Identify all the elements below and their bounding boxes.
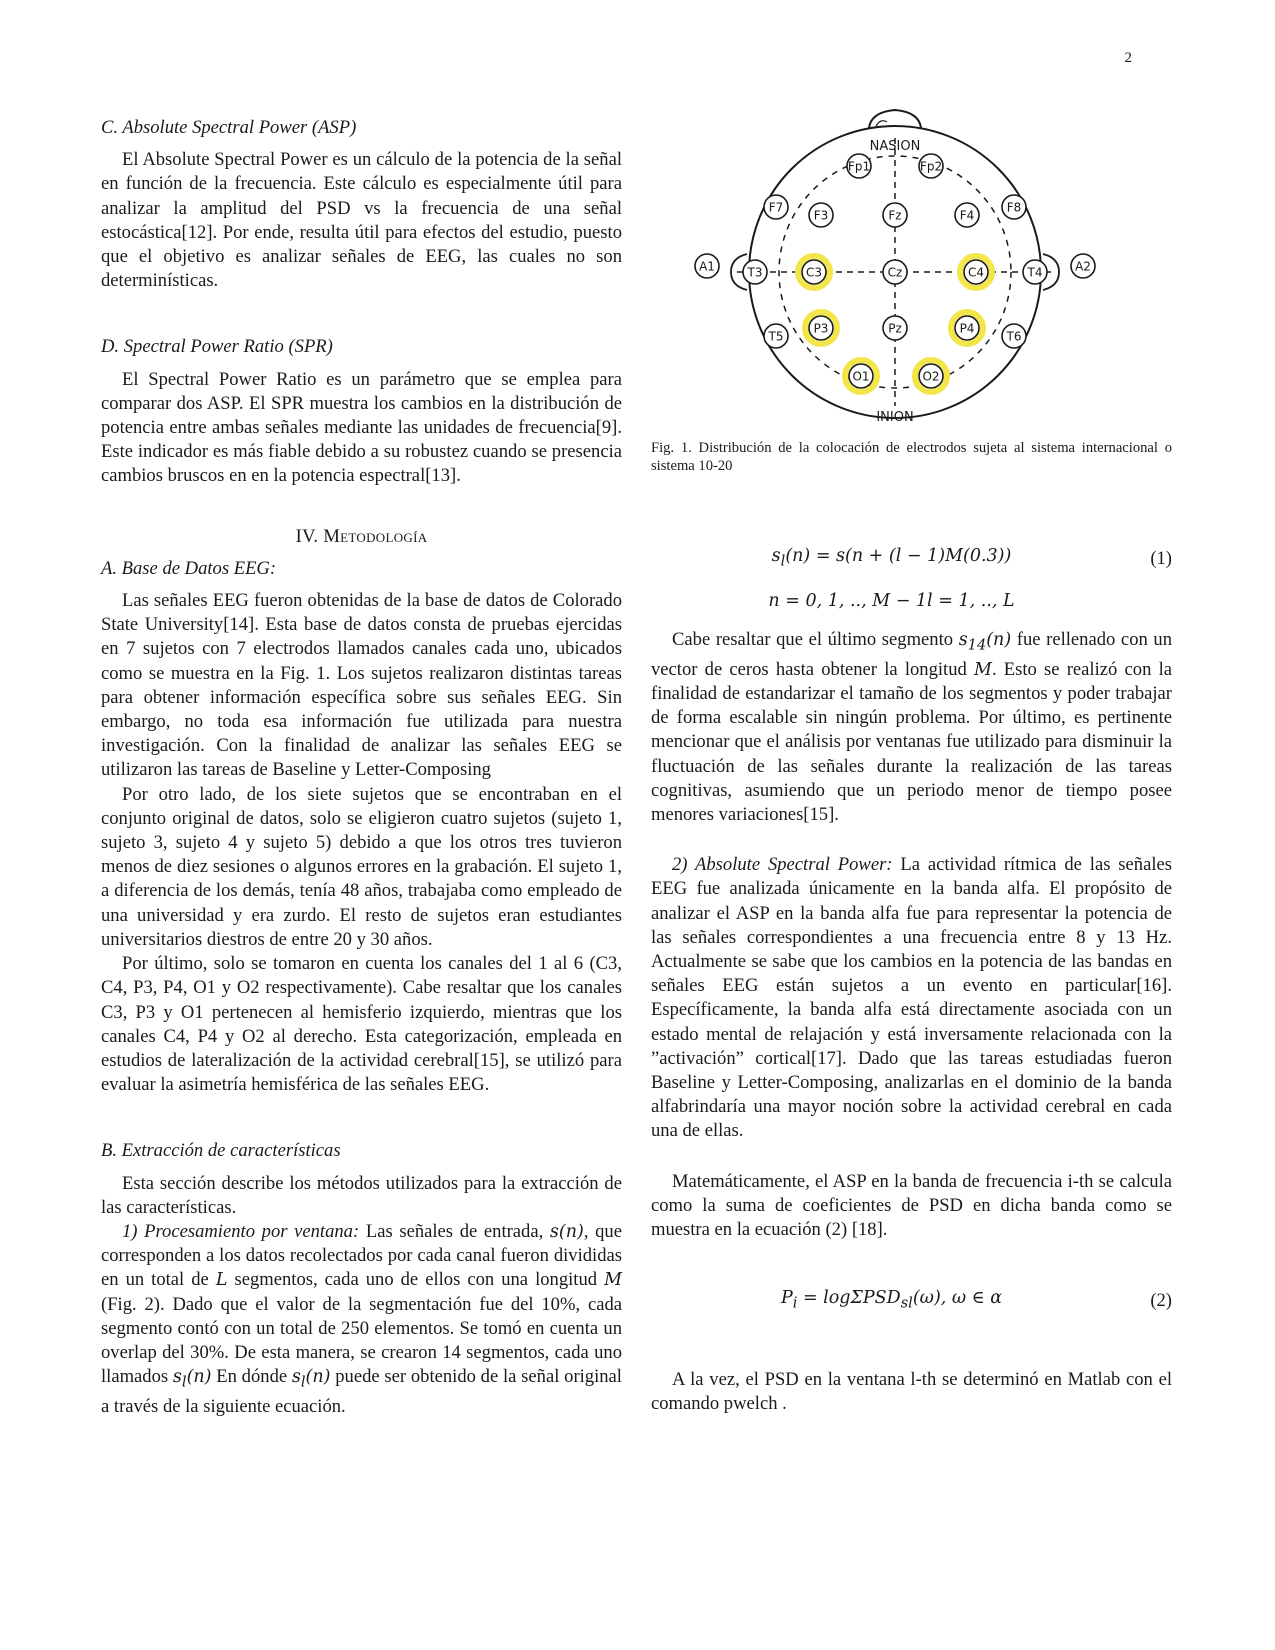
nasion-label: NASION xyxy=(869,139,921,154)
electrode-f4 xyxy=(955,203,979,227)
electrode-o2 xyxy=(915,360,947,392)
electrode-t5 xyxy=(764,324,788,348)
section-c-title: C. Absolute Spectral Power (ASP) xyxy=(101,117,357,138)
electrode-label: Cz xyxy=(887,265,903,280)
electrode-label: O2 xyxy=(922,369,940,384)
electrode-label: T6 xyxy=(1006,329,1022,344)
figure-caption: Fig. 1. Distribución de la colocación de electrodos sujeta al sistema internacional o sistema 10-20 xyxy=(651,440,1172,475)
electrode-fp2 xyxy=(919,154,943,178)
electrode-t6 xyxy=(1002,324,1026,348)
b1-math-sl-1: $s_l(n)$ xyxy=(172,1367,212,1391)
electrode-label: F8 xyxy=(1006,200,1022,215)
electrode-label: F3 xyxy=(813,208,829,223)
equation-1-body: $s_l(n) = s(n + (l - 1)M(0.3))$ xyxy=(771,546,1012,570)
electrode-label: T5 xyxy=(768,329,784,344)
electrode-c3 xyxy=(798,256,830,288)
electrode-c4 xyxy=(960,256,992,288)
electrode-label: T3 xyxy=(747,265,763,280)
b1-text-c: segmentos, cada uno de ellos con una longitud xyxy=(234,1269,598,1291)
electrode-f7 xyxy=(764,195,788,219)
equation-1-line-2-body: n = 0, 1, .., M − 1l = 1, .., L xyxy=(768,590,1015,611)
electrode-cz xyxy=(883,260,907,284)
right-column xyxy=(651,108,1172,1417)
section-a-title: A. Base de Datos EEG: xyxy=(101,557,277,579)
b1-text-a: Las señales de entrada, xyxy=(365,1220,544,1242)
p1-math-M: M xyxy=(974,659,992,680)
right-paragraph-2 xyxy=(651,853,1172,1143)
equation-1 xyxy=(651,542,1172,576)
page-number: 2 xyxy=(1124,50,1132,66)
electrode-label: F4 xyxy=(959,208,975,223)
b1-text-b: , que corresponden a los datos recolectados por cada canal fueron divididas en un total de xyxy=(101,1220,622,1291)
section-iv-title: Metodología xyxy=(323,525,428,547)
section-a-paragraph-3: Por último, solo se tomaron en cuenta los canales del 1 al 6 (C3, C4, P3, P4, O1 y O2 respectivamente). Cabe resaltar que los canales C3, P3 y O1 pertenecen al hemisferio izquierdo, mientras que los canales C4, P4 y O2 al derecho. Esta categorización, empleada en estudios de lateralización de la actividad cerebral[15], se utilizó para evaluar la asimetría hemisférica de las señales EEG. xyxy=(101,953,622,1096)
electrode-label: T4 xyxy=(1027,265,1043,280)
electrode-pz xyxy=(883,316,907,340)
b1-math-L: L xyxy=(215,1270,228,1291)
electrode-f8 xyxy=(1002,195,1026,219)
section-iv-heading xyxy=(101,525,622,549)
electrode-label: Pz xyxy=(888,321,902,336)
inion-label: INION xyxy=(876,410,914,425)
p1-text-a: Cabe resaltar que el último segmento xyxy=(672,629,954,650)
figure-1 xyxy=(651,108,1172,475)
electrode-fp1 xyxy=(847,154,871,178)
right-paragraph-3: Matemáticamente, el ASP en la banda de frecuencia i-th se calcula como la suma de coeficientes de PSD en dicha banda como se muestra en la ecuación (2) [18]. xyxy=(651,1170,1172,1240)
p1-text-c: . Esto se realizó con la finalidad de estandarizar el tamaño de los segmentos y poder trabajar de forma escalable sin ningún problema. Por último, es pertinente mencionar que el análisis por ventanas fue utilizado para disminuir la fluctuación de las señales durante la realización de las tareas cognitivas, asumiendo que un periodo menor de tiempo posee menores variaciones[15]. xyxy=(651,658,1172,825)
section-b-paragraph: Esta sección describe los métodos utilizados para la extracción de las características. xyxy=(101,1172,622,1218)
left-column xyxy=(101,108,622,1419)
equation-2-body: $P_i = \log\Sigma PSD_{sl}(\omega)$, ω ∈ α xyxy=(780,1288,1003,1312)
b1-text-f: puede ser obtenido de la señal original a través de la siguiente ecuación. xyxy=(101,1366,622,1417)
equation-1-number: (1) xyxy=(1150,547,1172,569)
electrode-t4 xyxy=(1023,260,1047,284)
electrode-p3 xyxy=(805,312,837,344)
electrode-label: P4 xyxy=(959,321,975,336)
electrode-label: C3 xyxy=(805,265,823,280)
right-paragraph-1 xyxy=(651,628,1172,827)
electrode-label: O1 xyxy=(852,369,870,384)
electrode-label: Fp2 xyxy=(919,159,943,174)
section-a-paragraph-1: Las señales EEG fueron obtenidas de la base de datos de Colorado State University[14]. Esta base de datos consta de pruebas ejercidas en 7 sujetos con 7 electrodos llamados canales cada uno, ubicados como se muestra en la Fig. 1. Los sujetos realizaron distintas tareas para obtener información específica sobre sus señales EEG. Sin embargo, no toda esa información fue utilizada para nuestra investigación. Con la finalidad de analizar las señales EEG se utilizaron las tareas de Baseline y Letter-Composing xyxy=(101,590,622,781)
b1-math-M: M xyxy=(604,1270,623,1291)
right-paragraph-4: A la vez, el PSD en la ventana l-th se determinó en Matlab con el comando pwelch . xyxy=(651,1369,1172,1415)
electrode-label: F7 xyxy=(768,200,784,215)
equation-2-number: (2) xyxy=(1150,1290,1172,1312)
b1-math-sn: s(n) xyxy=(549,1221,584,1242)
section-a-paragraph-2: Por otro lado, de los siete sujetos que se encontraban en el conjunto original de datos, solo se eligieron cuatro sujetos (sujeto 1, sujeto 3, sujeto 4 y sujeto 5) debido a que los otros tres tuvieron menos de diez sesiones o algunos errores en la grabación. El sujeto 1, a diferencia de los demás, tenía 48 años, trabajaba como empleado de una universidad y era zurdo. El resto de sujetos eran estudiantes universitarios diestros de entre 20 y 30 años. xyxy=(101,783,622,950)
electrode-label: Fz xyxy=(888,208,902,223)
electrode-a2 xyxy=(1071,254,1095,278)
electrode-label: P3 xyxy=(813,321,829,336)
b1-math-sl-2: $s_l(n)$ xyxy=(291,1367,331,1391)
electrode-a1 xyxy=(695,254,719,278)
section-d-paragraph: El Spectral Power Ratio es un parámetro que se emplea para comparar dos ASP. El SPR muestra los cambios en la distribución de potencia entre ambas señales mediante las unidades de frecuencia[9]. Este indicador es más fiable debido a su robustez cuando se presencia cambios bruscos en en la potencia espectral[13]. xyxy=(101,368,622,487)
b1-text-e: En dónde xyxy=(216,1366,288,1388)
electrode-t3 xyxy=(743,260,767,284)
p1-text-b: fue rellenado con un vector de ceros hasta obtener la longitud xyxy=(651,629,1172,680)
electrode-label: Fp1 xyxy=(847,159,871,174)
equation-2 xyxy=(651,1284,1172,1318)
electrode-p4 xyxy=(951,312,983,344)
electrode-label: C4 xyxy=(967,265,985,280)
b1-text-d: (Fig. 2). Dado que el valor de la segmentación fue del 10%, cada segmento contó con un total de 250 elementos. Se tomó en cuenta un overlap del 30%. De esta manera, se crearon 14 segmentos, cada uno llamados xyxy=(101,1293,622,1388)
section-b-title: B. Extracción de características xyxy=(101,1140,341,1162)
section-iv-number: IV. xyxy=(295,525,319,547)
section-d-title: D. Spectral Power Ratio (SPR) xyxy=(101,336,333,358)
electrode-label: A1 xyxy=(699,259,715,274)
p1-math-s14: $s_{14}(n)$ xyxy=(958,630,1012,654)
section-2-title: 2) Absolute Spectral Power: xyxy=(672,854,893,876)
electrode-diagram xyxy=(651,108,1172,428)
electrode-o1 xyxy=(845,360,877,392)
section-2-text: La actividad rítmica de las señales EEG fue analizada únicamente en la banda alfa. El propósito de analizar el ASP en la banda alfa fue para representar la potencia de las señales correspondientes a una frecuencia entre 8 y 13 Hz. Actualmente se sabe que los cambios en la potencia de las bandas en señales EEG están sujetos a un evento en particular[16]. Específicamente, la banda alfa está directamente asociada con un estado mental de relajación y está inversamente relacionada con la ”activación” cortical[17]. Dado que las tareas estudiadas fueron Baseline y Letter-Composing, analizarlas en el dominio de la banda alfabrindaría una mayor noción sobre la actividad cerebral en cada una de ellas. xyxy=(651,854,1173,1142)
section-c-paragraph: El Absolute Spectral Power es un cálculo de la potencia de la señal en función de la frecuencia. Este cálculo es especialmente útil para analizar la amplitud del PSD vs la frecuencia de una señal estocástica[12]. Por ende, resulta útil para efectos del estudio, puesto que el objetivo es analizar señales de EEG, las cuales no son determinísticas. xyxy=(101,149,622,292)
section-b1-title: 1) Procesamiento por ventana: xyxy=(122,1220,360,1242)
electrode-label: A2 xyxy=(1075,259,1091,274)
electrode-fz xyxy=(883,203,907,227)
equation-1-line-2 xyxy=(651,584,1172,618)
section-b1-paragraph xyxy=(101,1220,622,1419)
electrode-f3 xyxy=(809,203,833,227)
